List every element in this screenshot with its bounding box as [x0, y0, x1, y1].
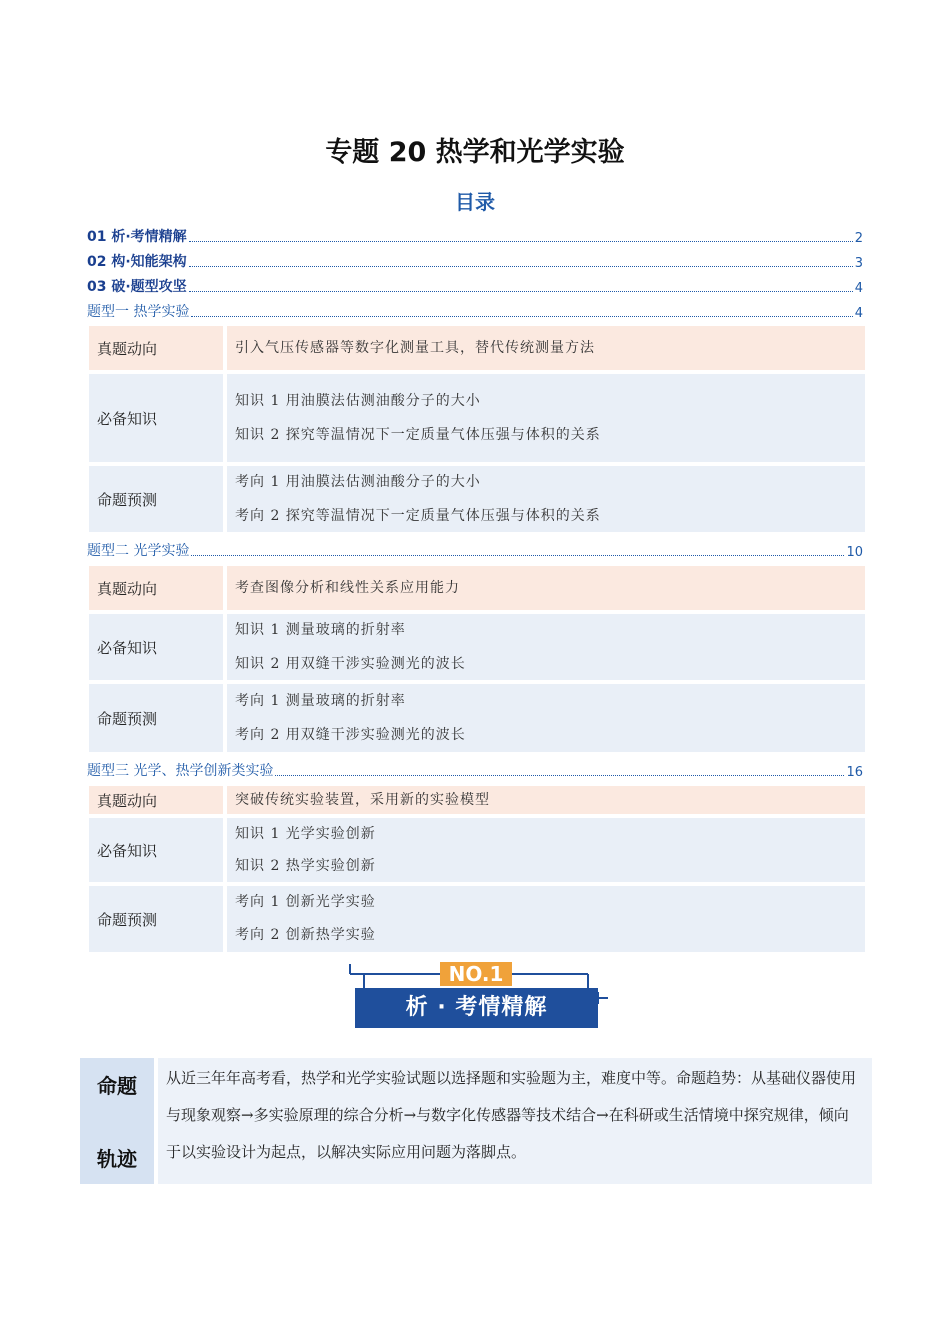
page-title: 专题 20 热学和光学实验	[325, 137, 625, 168]
toc-page-number: 3	[854, 256, 863, 271]
toc-entry-type-3[interactable]	[87, 760, 863, 780]
content-line: 考查图像分析和线性关系应用能力	[235, 580, 460, 596]
row-label: 必备知识	[89, 818, 223, 882]
toc-page-number: 10	[846, 545, 863, 560]
content-line: 知识 1 光学实验创新	[235, 826, 376, 842]
toc-entry-label: 题型一 热学实验	[87, 304, 190, 320]
trend-side-label	[80, 1058, 154, 1184]
row-label: 必备知识	[89, 374, 223, 462]
row-content	[227, 566, 865, 610]
content-line: 考向 1 用油膜法估测油酸分子的大小	[235, 474, 481, 490]
section-banner	[340, 960, 610, 1032]
trend-text: 从近三年年高考看，热学和光学实验试题以选择题和实验题为主，难度中等。命题趋势：从基础仪器使用与现象观察→多实验原理的综合分析→与数字化传感器等技术结合→在科研或生活情境中探究规律，倾向于以实验设计为起点，以解决实际应用问题为落脚点。	[158, 1058, 872, 1184]
toc-entry-framework[interactable]	[87, 251, 863, 271]
table-row	[89, 374, 865, 462]
row-content	[227, 614, 865, 680]
row-label: 命题预测	[89, 466, 223, 532]
row-content	[227, 466, 865, 532]
content-line: 知识 1 测量玻璃的折射率	[235, 622, 406, 638]
content-line: 知识 2 探究等温情况下一定质量气体压强与体积的关系	[235, 427, 601, 443]
table-row	[89, 786, 865, 814]
row-content	[227, 684, 865, 752]
row-label: 真题动向	[89, 566, 223, 610]
toc-entry-label: 题型三 光学、热学创新类实验	[87, 763, 274, 779]
content-line: 知识 1 用油膜法估测油酸分子的大小	[235, 393, 481, 409]
trend-side-top: 命题	[97, 1074, 137, 1098]
content-line: 考向 1 创新光学实验	[235, 894, 376, 910]
row-label: 命题预测	[89, 684, 223, 752]
content-line: 知识 2 热学实验创新	[235, 858, 376, 874]
row-content	[227, 886, 865, 952]
toc-entry-analysis[interactable]	[87, 226, 863, 246]
row-content	[227, 786, 865, 814]
table-row	[89, 886, 865, 952]
toc-leader-dots	[189, 241, 853, 242]
content-line: 考向 2 探究等温情况下一定质量气体压强与体积的关系	[235, 508, 601, 524]
toc-heading: 目录	[455, 190, 495, 214]
toc-page-number: 2	[854, 231, 863, 246]
table-row	[89, 818, 865, 882]
content-line: 考向 2 用双缝干涉实验测光的波长	[235, 727, 466, 743]
row-content	[227, 818, 865, 882]
banner-title: 析 · 考情精解	[355, 988, 598, 1028]
content-line: 知识 2 用双缝干涉实验测光的波长	[235, 656, 466, 672]
row-label: 真题动向	[89, 786, 223, 814]
row-content	[227, 326, 865, 370]
row-label: 命题预测	[89, 886, 223, 952]
trend-side-bottom: 轨迹	[97, 1147, 137, 1171]
toc-entry-label: 01 析·考情精解	[87, 229, 187, 245]
toc-page-number: 4	[854, 306, 863, 321]
toc-entry-breakthrough[interactable]	[87, 276, 863, 296]
table-row	[89, 684, 865, 752]
toc-entry-type-1[interactable]	[87, 301, 863, 321]
row-content	[227, 374, 865, 462]
toc-entry-label: 题型二 光学实验	[87, 543, 190, 559]
table-row	[89, 566, 865, 610]
table-row	[89, 326, 865, 370]
table-row	[89, 614, 865, 680]
table-row	[89, 466, 865, 532]
content-line: 考向 2 创新热学实验	[235, 927, 376, 943]
toc-leader-dots	[191, 316, 852, 317]
toc-entry-label: 02 构·知能架构	[87, 254, 187, 270]
toc-entry-type-2[interactable]	[87, 540, 863, 560]
toc-page-number: 16	[846, 765, 863, 780]
row-label: 必备知识	[89, 614, 223, 680]
row-label: 真题动向	[89, 326, 223, 370]
content-line: 突破传统实验装置，采用新的实验模型	[235, 792, 490, 808]
toc-entry-label: 03 破·题型攻坚	[87, 279, 187, 295]
toc-leader-dots	[191, 555, 844, 556]
exam-trend-box	[80, 1058, 872, 1184]
toc-leader-dots	[189, 291, 853, 292]
toc-leader-dots	[275, 775, 844, 776]
toc-leader-dots	[189, 266, 853, 267]
content-line: 考向 1 测量玻璃的折射率	[235, 693, 406, 709]
banner-number-tag: NO.1	[440, 962, 512, 986]
content-line: 引入气压传感器等数字化测量工具，替代传统测量方法	[235, 340, 595, 356]
toc-page-number: 4	[854, 281, 863, 296]
